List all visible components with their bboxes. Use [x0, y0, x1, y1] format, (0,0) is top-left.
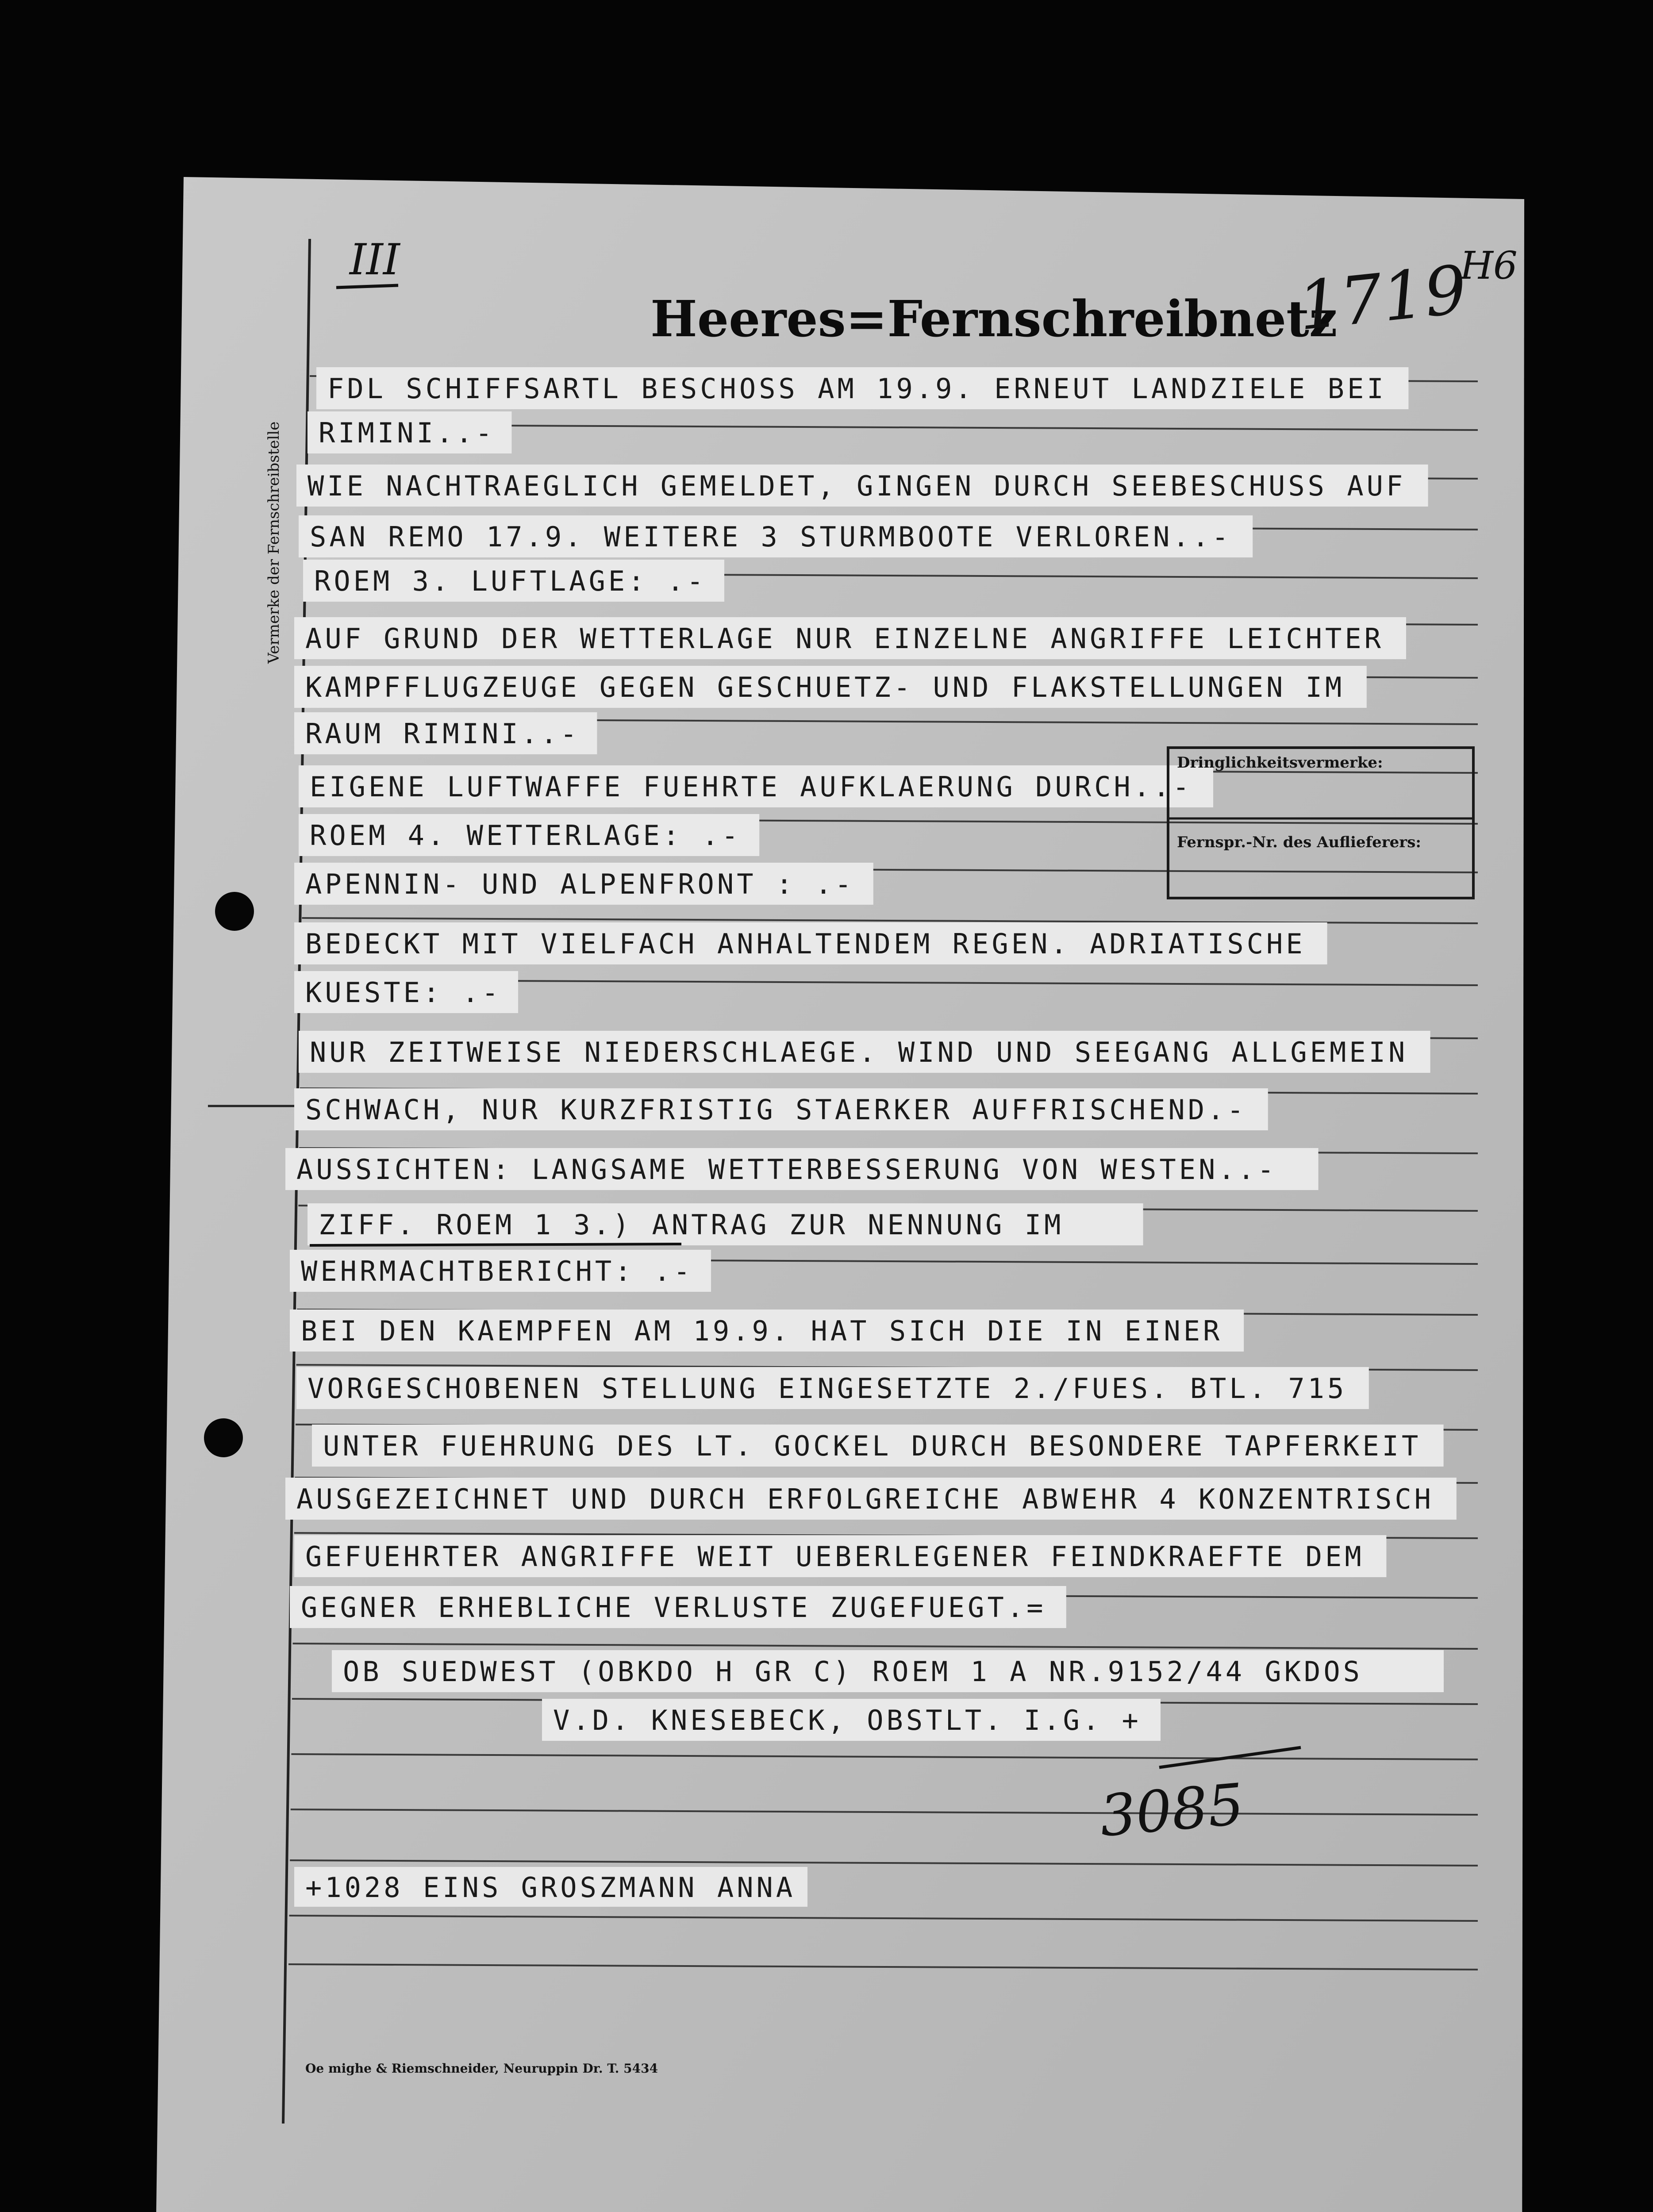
urgency-box-label: Dringlichkeitsvermerke: [1177, 754, 1383, 772]
message-line: SAN REMO 17.9. WEITERE 3 STURMBOOTE VERLOREN..- [310, 521, 1232, 553]
message-line: GEFUEHRTER ANGRIFFE WEIT UEBERLEGENER FEINDKRAEFTE DEM [305, 1540, 1365, 1573]
message-line: WIE NACHTRAEGLICH GEMELDET, GINGEN DURCH SEEBESCHUSS AUF [308, 470, 1406, 502]
message-line: RIMINI..- [319, 417, 495, 449]
handwritten-number: 3085 [1097, 1771, 1247, 1850]
ziff-underline [310, 1244, 681, 1245]
punch-hole-bottom [204, 1418, 243, 1457]
message-line: OB SUEDWEST (OBKDO H GR C) ROEM 1 A NR.9152/44 GKDOS [343, 1655, 1363, 1688]
receipt-line: +1028 EINS GROSZMANN ANNA [305, 1871, 796, 1904]
message-line: AUSGEZEICHNET UND DURCH ERFOLGREICHE ABWEHR 4 KONZENTRISCH [296, 1483, 1434, 1515]
punch-hole-top [215, 892, 254, 931]
handwritten-corner: H6 [1460, 244, 1518, 288]
message-line: ROEM 3. LUFTLAGE: .- [314, 565, 707, 597]
handwritten-top-left: III [350, 235, 400, 284]
message-line: WEHRMACHTBERICHT: .- [301, 1255, 693, 1287]
handwritten-underline [336, 285, 398, 288]
message-line: GEGNER ERHEBLICHE VERLUSTE ZUGEFUEGT.= [301, 1591, 1046, 1624]
handwritten-top-right: 1719 [1294, 251, 1471, 346]
message-line: NUR ZEITWEISE NIEDERSCHLAEGE. WIND UND SEEGANG ALLGEMEIN [310, 1036, 1408, 1068]
message-line: BEI DEN KAEMPFEN AM 19.9. HAT SICH DIE IN EINER [301, 1315, 1223, 1347]
form-title: Heeres=Fernschreibnetz [650, 290, 1338, 348]
message-line: V.D. KNESEBECK, OBSTLT. I.G. + [553, 1704, 1142, 1736]
message-line: BEDECKT MIT VIELFACH ANHALTENDEM REGEN. ADRIATISCHE [305, 928, 1306, 960]
message-line: KUESTE: .- [305, 976, 502, 1009]
message-line: EIGENE LUFTWAFFE FUEHRTE AUFKLAERUNG DURCH..- [310, 771, 1192, 803]
message-line: SCHWACH, NUR KURZFRISTIG STAERKER AUFFRISCHEND.- [305, 1094, 1247, 1126]
printer-imprint: Oe mighe & Riemschneider, Neuruppin Dr. T. 5434 [305, 2061, 658, 2076]
message-line: VORGESCHOBENEN STELLUNG EINGESETZTE 2./FUES. BTL. 715 [308, 1372, 1347, 1405]
message-line: ZIFF. ROEM 1 3.) ANTRAG ZUR NENNUNG IM [319, 1209, 1064, 1241]
message-line: ROEM 4. WETTERLAGE: .- [310, 819, 742, 852]
phone-box-label: Fernspr.-Nr. des Auflieferers: [1177, 833, 1421, 851]
message-line: AUSSICHTEN: LANGSAME WETTERBESSERUNG VON WESTEN..- [296, 1153, 1277, 1186]
message-line: AUF GRUND DER WETTERLAGE NUR EINZELNE ANGRIFFE LEICHTER [305, 622, 1384, 655]
message-line: APENNIN- UND ALPENFRONT : .- [305, 868, 855, 900]
message-line: UNTER FUEHRUNG DES LT. GOCKEL DURCH BESONDERE TAPFERKEIT [323, 1430, 1422, 1462]
margin-vertical-label: Vermerke der Fernschreibstelle [265, 421, 283, 664]
message-line: RAUM RIMINI..- [305, 718, 580, 750]
message-line: FDL SCHIFFSARTL BESCHOSS AM 19.9. ERNEUT LANDZIELE BEI [327, 373, 1387, 405]
message-line: KAMPFFLUGZEUGE GEGEN GESCHUETZ- UND FLAKSTELLUNGEN IM [305, 671, 1345, 703]
